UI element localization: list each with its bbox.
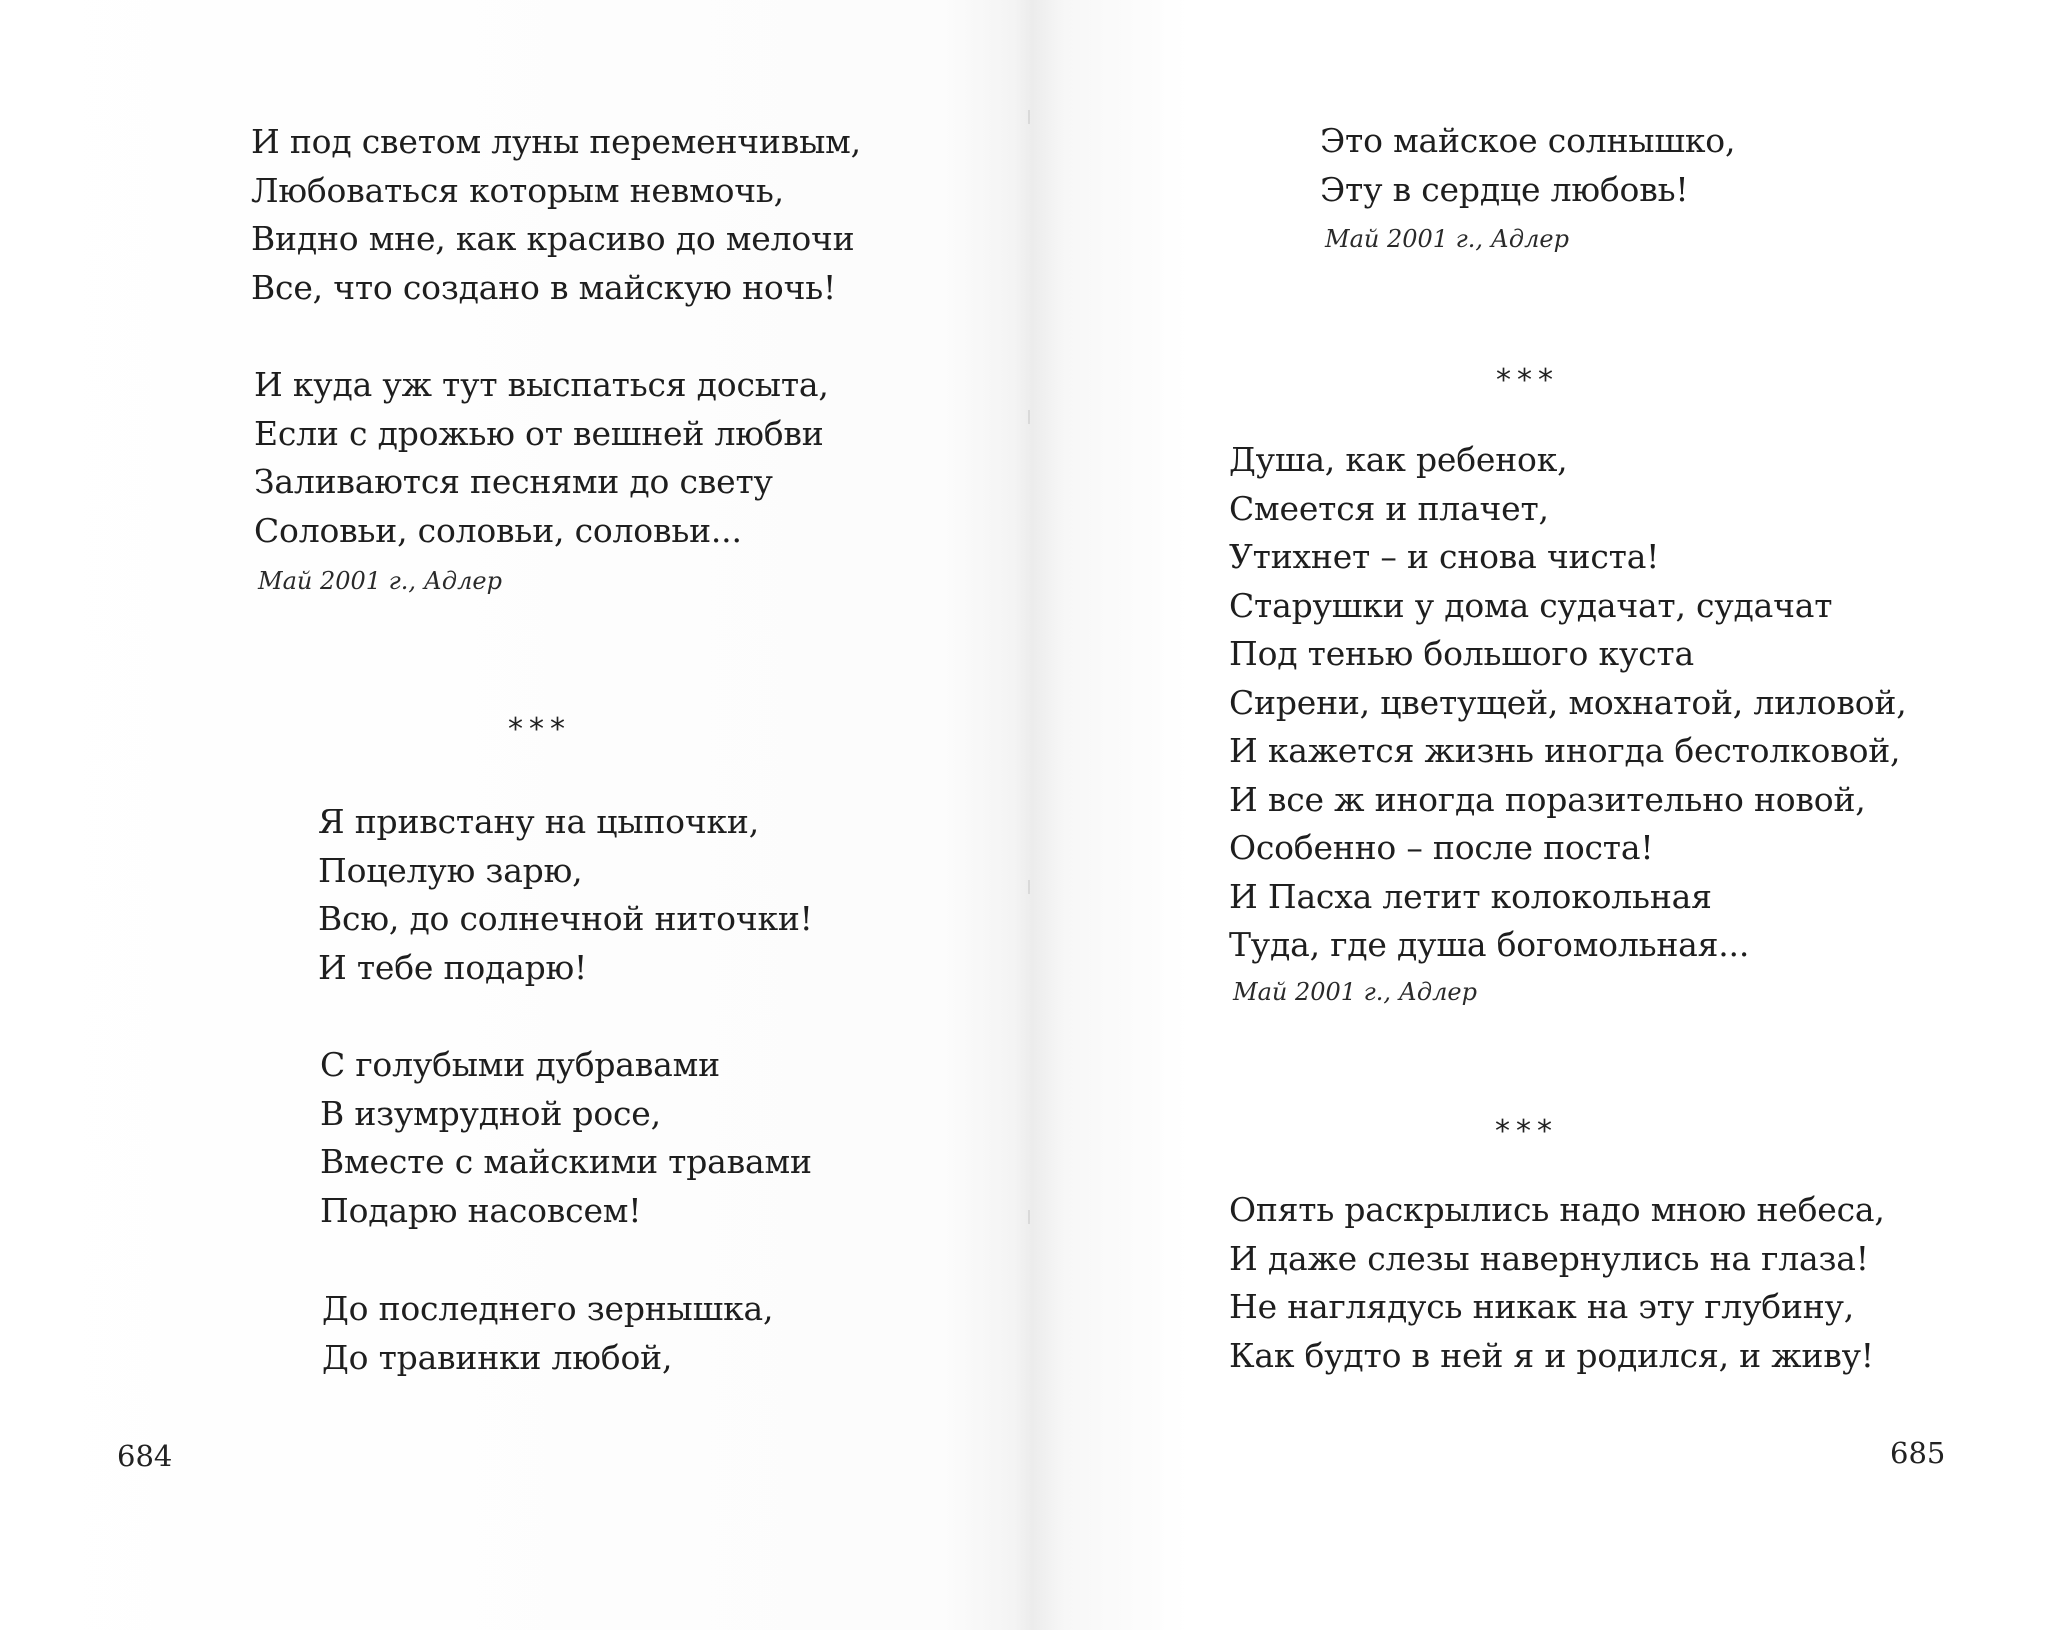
- poem-line: Утихнет – и снова чиста!: [1229, 537, 1660, 576]
- page-number: 684: [117, 1439, 173, 1473]
- poem-line: Не наглядусь никак на эту глубину,: [1229, 1287, 1855, 1326]
- poem-stanza: [1229, 1186, 1885, 1380]
- poem-line: С голубыми дубравами: [320, 1045, 720, 1084]
- poem-date: Май 2001 г., Адлер: [1233, 978, 1477, 1006]
- poem-line: Всю, до солнечной ниточки!: [318, 899, 813, 938]
- poem-line: Любоваться которым невмочь,: [251, 170, 784, 210]
- poem-line: До травинки любой,: [322, 1337, 673, 1377]
- poem-line: Все, что создано в майскую ночь!: [251, 267, 837, 307]
- poem-line: Это майское солнышко,: [1320, 121, 1736, 160]
- poem-stanza: [1320, 117, 1735, 214]
- poem-stanza: [318, 798, 813, 992]
- poem-line: И тебе подарю!: [318, 947, 588, 987]
- poem-line: Соловьи, соловьи, соловьи...: [254, 510, 742, 550]
- poem-line: И под светом луны переменчивым,: [251, 122, 861, 161]
- poem-line: И даже слезы навернулись на глаза!: [1229, 1238, 1869, 1278]
- poem-line: И кажется жизнь иногда бестолковой,: [1229, 731, 1901, 770]
- poem-date: Май 2001 г., Адлер: [258, 567, 502, 595]
- poem-line: Заливаются песнями до свету: [254, 462, 773, 501]
- poem-line: Под тенью большого куста: [1229, 634, 1694, 673]
- poem-stanza: [251, 118, 861, 312]
- poem-stanza: [322, 1285, 773, 1382]
- poem-line: Туда, где душа богомольная...: [1229, 925, 1750, 964]
- poem-line: Опять раскрылись надо мною небеса,: [1229, 1190, 1885, 1229]
- poem-line: Старушки у дома судачат, судачат: [1229, 585, 1833, 625]
- poem-line: В изумрудной росе,: [320, 1093, 661, 1133]
- poem-date: Май 2001 г., Адлер: [1325, 225, 1569, 253]
- poem-stanza: [320, 1041, 812, 1235]
- poem-line: Эту в сердце любовь!: [1320, 169, 1689, 209]
- poem-line: Особенно – после поста!: [1229, 828, 1654, 867]
- poem-line: Вместе с майскими травами: [320, 1142, 812, 1181]
- poem-stanza: [1229, 436, 1907, 970]
- poem-line: Как будто в ней я и родился, и живу!: [1229, 1335, 1874, 1375]
- poem-line: Видно мне, как красиво до мелочи: [251, 219, 855, 258]
- poem-line: Я привстану на цыпочки,: [318, 802, 759, 841]
- poem-line: Смеется и плачет,: [1229, 488, 1549, 528]
- poem-line: И Пасха летит колокольная: [1229, 876, 1712, 916]
- poem-line: И все ж иногда поразительно новой,: [1229, 779, 1866, 819]
- section-separator: ***: [1496, 363, 1559, 398]
- poem-line: И куда уж тут выспаться досыта,: [254, 365, 829, 404]
- poem-line: Подарю насовсем!: [320, 1190, 642, 1230]
- page-number: 685: [1890, 1436, 1946, 1470]
- poem-line: Сирени, цветущей, мохнатой, лиловой,: [1229, 682, 1907, 722]
- section-separator: ***: [1495, 1114, 1558, 1149]
- right-page: [1024, 0, 2048, 1630]
- poem-line: Поцелую зарю,: [318, 850, 583, 890]
- poem-stanza: [254, 361, 829, 555]
- section-separator: ***: [508, 712, 571, 747]
- poem-line: Душа, как ребенок,: [1229, 440, 1568, 479]
- poem-line: До последнего зернышка,: [322, 1289, 774, 1328]
- poem-line: Если с дрожью от вешней любви: [254, 413, 824, 453]
